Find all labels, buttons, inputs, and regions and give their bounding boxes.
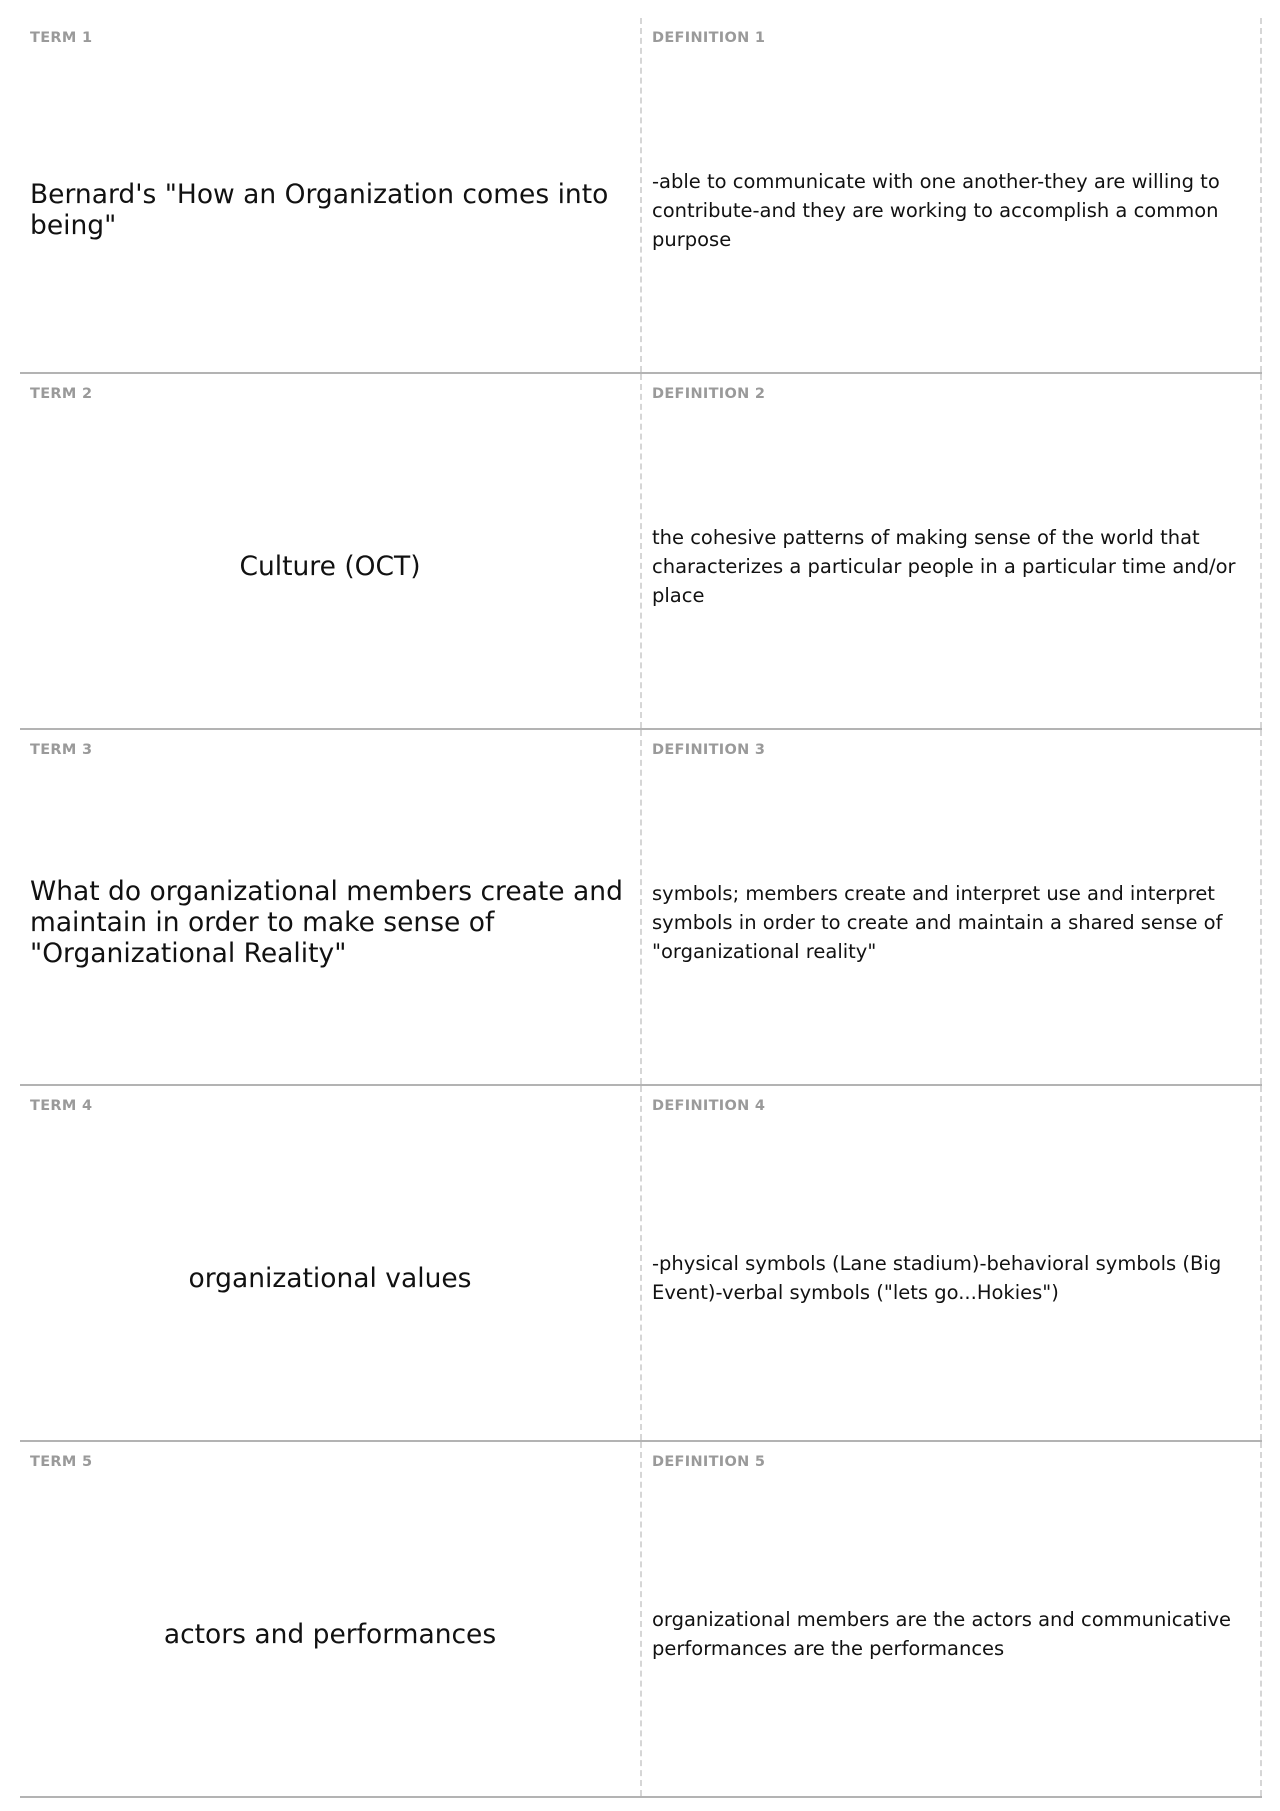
- term-cell: [20, 1442, 642, 1796]
- term-body: [30, 1116, 630, 1440]
- definition-label: DEFINITION 1: [652, 30, 766, 46]
- term-body: [30, 404, 630, 728]
- definition-cell: [642, 1442, 1262, 1796]
- term-label: TERM 2: [30, 386, 93, 402]
- term-cell: [20, 374, 642, 728]
- definition-cell: [642, 18, 1262, 372]
- definition-cell: [642, 730, 1262, 1084]
- definition-text: organizational members are the actors and communicative performances are the performances: [652, 1608, 1232, 1660]
- term-label: TERM 3: [30, 742, 93, 758]
- term-text: actors and performances: [163, 1618, 497, 1650]
- term-text: Bernard's "How an Organization comes into being": [30, 179, 609, 241]
- definition-body: [652, 404, 1250, 728]
- definition-cell: [642, 374, 1262, 728]
- term-cell: [20, 730, 642, 1084]
- term-body: [30, 760, 630, 1084]
- definition-text: the cohesive patterns of making sense of the world that characterizes a particular people in a particular time and/or place: [652, 525, 1236, 607]
- term-cell: [20, 1086, 642, 1440]
- definition-label: DEFINITION 4: [652, 1098, 766, 1114]
- term-label: TERM 5: [30, 1454, 93, 1470]
- definition-body: [652, 1472, 1250, 1796]
- flashcard-sheet: [20, 18, 1262, 1798]
- definition-text: symbols; members create and interpret use and interpret symbols in order to create and maintain a shared sense of "organizational reality": [652, 881, 1223, 963]
- term-cell: [20, 18, 642, 372]
- term-label: TERM 4: [30, 1098, 93, 1114]
- term-body: [30, 48, 630, 372]
- definition-text: -able to communicate with one another-they are willing to contribute-and they are working to accomplish a common purpose: [652, 169, 1220, 251]
- definition-text: -physical symbols (Lane stadium)-behavioral symbols (Big Event)-verbal symbols ("lets go...Hokies"): [652, 1252, 1222, 1304]
- flashcard-row: [20, 1442, 1262, 1798]
- definition-body: [652, 1116, 1250, 1440]
- flashcard-row: [20, 1086, 1262, 1442]
- flashcard-row: [20, 18, 1262, 374]
- term-label: TERM 1: [30, 30, 93, 46]
- definition-cell: [642, 1086, 1262, 1440]
- term-text: What do organizational members create and maintain in order to make sense of "Organizational Reality": [30, 875, 623, 969]
- flashcard-row: [20, 730, 1262, 1086]
- definition-body: [652, 48, 1250, 372]
- term-text: organizational values: [188, 1262, 472, 1294]
- term-text: Culture (OCT): [239, 550, 421, 582]
- definition-body: [652, 760, 1250, 1084]
- term-body: [30, 1472, 630, 1796]
- definition-label: DEFINITION 3: [652, 742, 766, 758]
- flashcard-row: [20, 374, 1262, 730]
- definition-label: DEFINITION 5: [652, 1454, 766, 1470]
- definition-label: DEFINITION 2: [652, 386, 766, 402]
